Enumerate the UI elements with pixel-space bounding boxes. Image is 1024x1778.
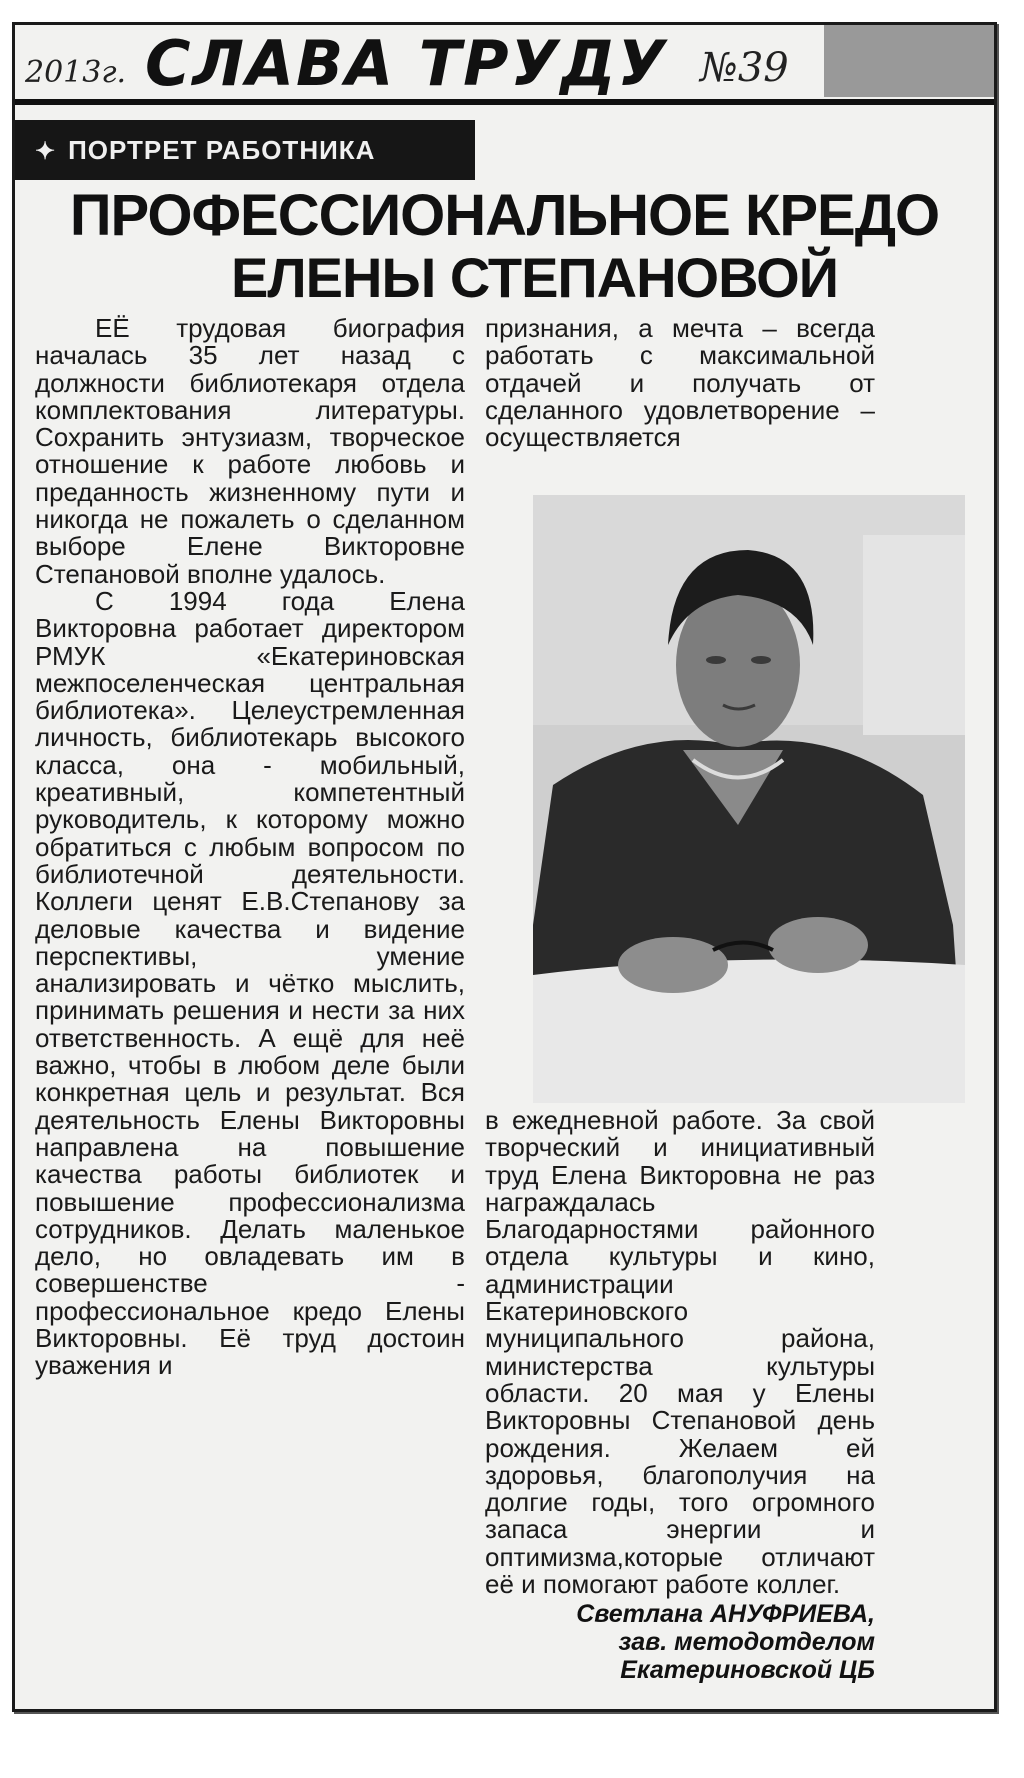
masthead-grey-block	[824, 25, 994, 97]
author-name: Светлана АНУФРИЕВА,	[576, 1600, 875, 1628]
author-position: зав. методотделом	[618, 1628, 875, 1656]
headline-line-1: ПРОФЕССИОНАЛЬНОЕ КРЕДО	[69, 183, 940, 248]
author-organization: Екатериновской ЦБ	[620, 1656, 875, 1684]
headline-line-2: ЕЛЕНЫ СТЕПАНОВОЙ	[231, 246, 838, 309]
article-paragraph: в ежедневной работе. За свой творческий и инициативный труд Елена Викторовна не раз награждалась Благодарностями районного отдела культуры и кино, администрации Екатериновского муниципального района, министерства культуры области. 20 мая у Елены Викторовны Степановой день рождения. Желаем ей здоровья, благополучия на долгие годы, того огромного запаса энергии и оптимизма,которые отличают её и помогают работе коллег.	[485, 1105, 875, 1600]
newspaper-name: СЛАВА ТРУДУ	[145, 27, 668, 100]
section-rubric	[15, 120, 475, 180]
article-headline	[15, 185, 994, 309]
article-signature	[485, 1600, 875, 1684]
article-column-right-top	[485, 315, 875, 451]
rubric-label: ПОРТРЕТ РАБОТНИКА	[68, 135, 376, 165]
portrait-photo-drawing	[533, 495, 965, 1103]
article-paragraph: ЕЁ трудовая биография началась 35 лет назад с должности библиотекаря отдела комплектования литературы. Сохранить энтузиазм, творческое отношение к работе любовь и преданность жизненному пути и никогда не пожалеть о сделанном выборе Елене Викторовне Степановой вполне удалось.	[35, 313, 465, 589]
diamond-star-icon: ✦	[35, 138, 57, 165]
handwritten-year: 2013г.	[25, 55, 127, 90]
handwritten-issue-number: №39	[700, 45, 789, 91]
article-column-left	[35, 315, 465, 1380]
article-column-right-bottom	[485, 1107, 875, 1598]
article-paragraph: признания, а мечта – всегда работать с максимальной отдачей и получать от сделанного удовлетворение – осуществляется	[485, 313, 875, 453]
portrait-photo	[533, 495, 965, 1103]
masthead	[15, 25, 994, 105]
article-paragraph: С 1994 года Елена Викторовна работает директором РМУК «Екатериновская межпоселенческая центральная библиотека». Целеустремленная личность, библиотекарь высокого класса, она - мобильный, креативный, компетентный руководитель, к которому можно обратиться с любым вопросом по библиотечной деятельности. Коллеги ценят Е.В.Степанову за деловые качества и видение перспективы, умение анализировать и чётко мыслить, принимать решения и нести за них ответственность. А ещё для неё важно, чтобы в любом деле были конкретная цель и результат. Вся деятельность Елены Викторовны направлена на повышение качества работы библиотек и повышение профессионализма сотрудников. Делать маленькое дело, но овладевать им в совершенстве - профессиональное кредо Елены Викторовны. Её труд достоин уважения и	[35, 585, 465, 1381]
newspaper-clipping	[12, 22, 997, 1712]
